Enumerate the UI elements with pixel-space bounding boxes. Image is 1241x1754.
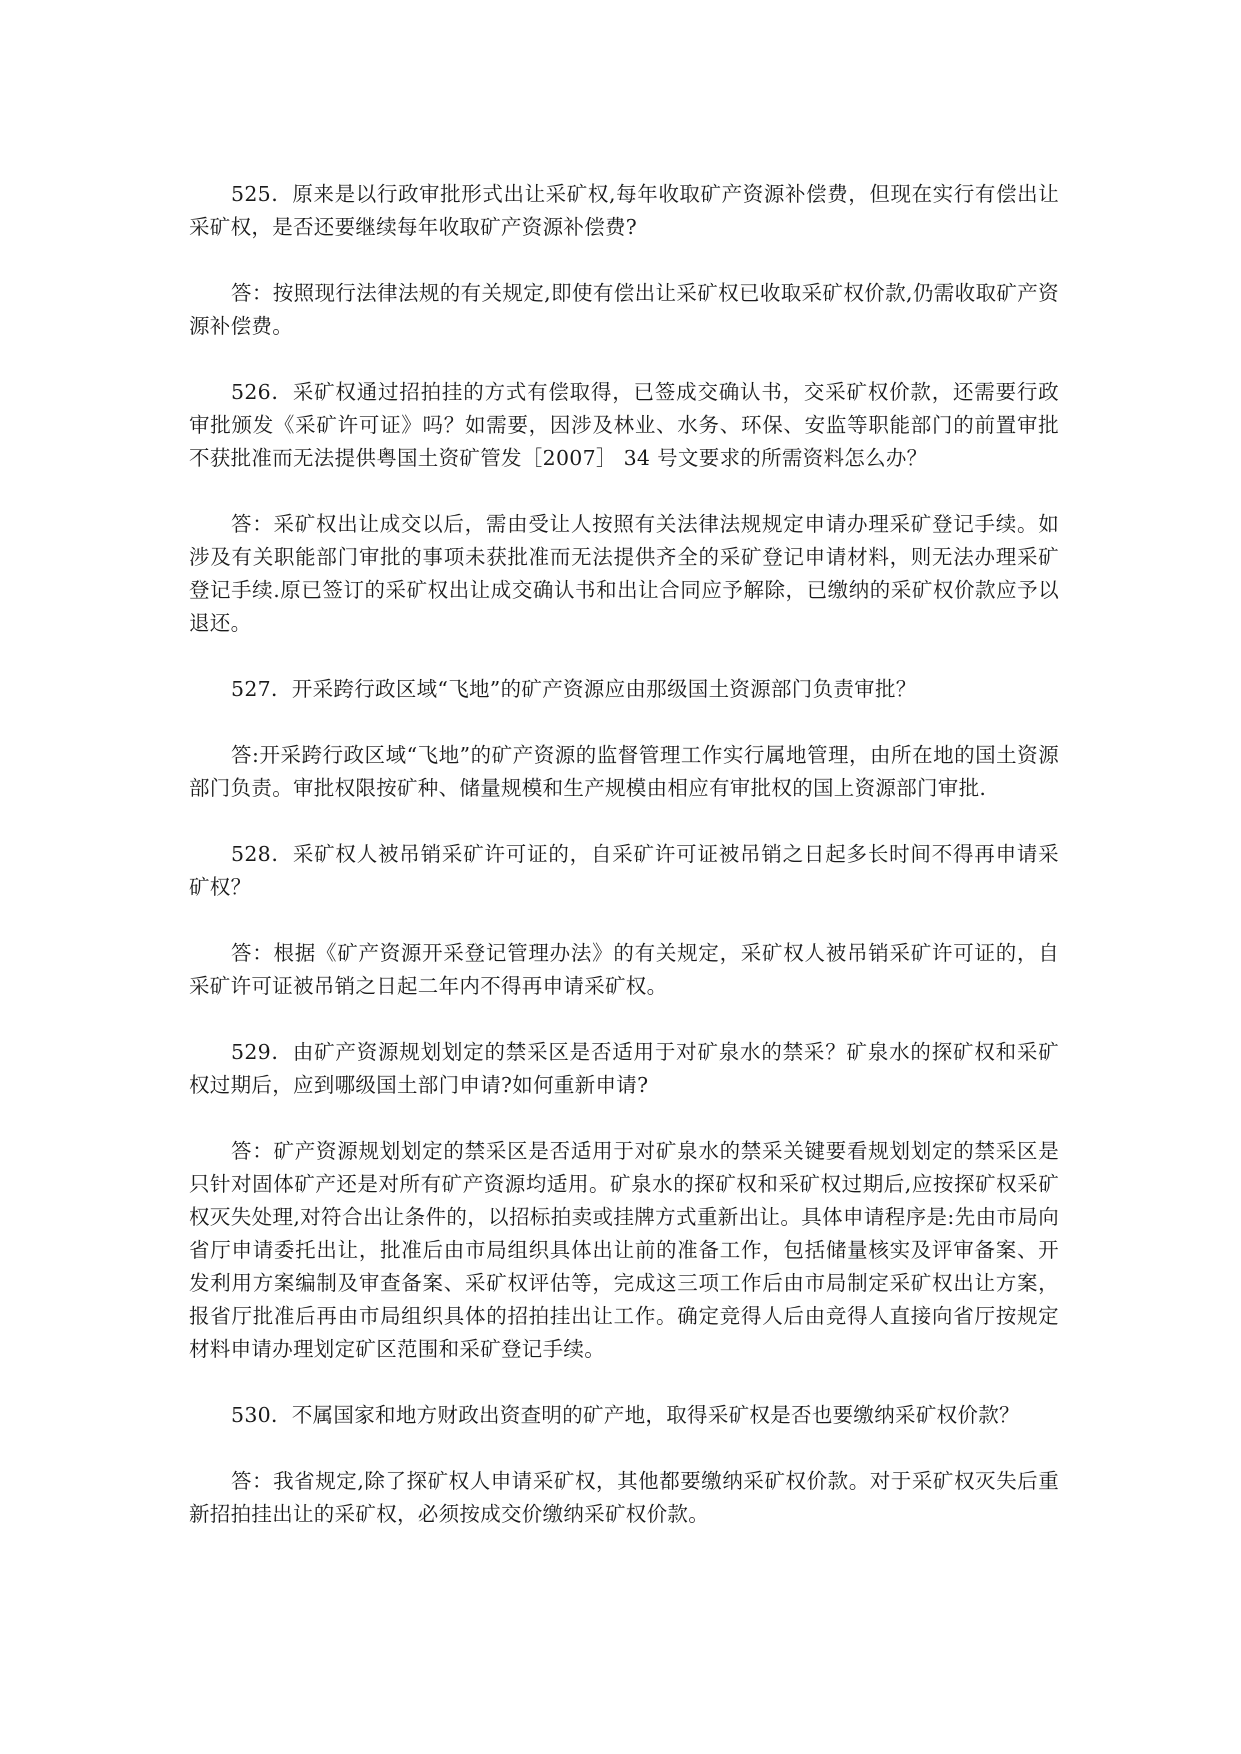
question-526: 526．采矿权通过招拍挂的方式有偿取得，已签成交确认书，交采矿权价款，还需要行政审批颁发《采矿许可证》吗？如需要，因涉及林业、水务、环保、安监等职能部门的前置审批不获批准而无法提供粤国土资矿管发［2007］ 34 号文要求的所需资料怎么办？ [189,380,1059,470]
answer-530: 答：我省规定,除了探矿权人申请采矿权，其他都要缴纳采矿权价款。对于采矿权灭失后重新招拍挂出让的采矿权，必须按成交价缴纳采矿权价款。 [189,1469,1059,1526]
answer-528: 答：根据《矿产资源开采登记管理办法》的有关规定，采矿权人被吊销采矿许可证的，自采矿许可证被吊销之日起二年内不得再申请采矿权。 [189,941,1059,998]
document-page [189,178,1059,1564]
answer-529: 答：矿产资源规划划定的禁采区是否适用于对矿泉水的禁采关键要看规划划定的禁采区是只针对固体矿产还是对所有矿产资源均适用。矿泉水的探矿权和采矿权过期后,应按探矿权采矿权灭失处理,对符合出让条件的，以招标拍卖或挂牌方式重新出让。具体申请程序是:先由市局向省厅申请委托出让，批准后由市局组织具体出让前的准备工作，包括储量核实及评审备案、开发利用方案编制及审查备案、采矿权评估等，完成这三项工作后由市局制定采矿权出让方案，报省厅批准后再由市局组织具体的招拍挂出让工作。确定竞得人后由竞得人直接向省厅按规定材料申请办理划定矿区范围和采矿登记手续。 [189,1139,1059,1361]
answer-526: 答：采矿权出让成交以后，需由受让人按照有关法律法规规定申请办理采矿登记手续。如涉及有关职能部门审批的事项未获批准而无法提供齐全的采矿登记申请材料，则无法办理采矿登记手续.原已签订的采矿权出让成交确认书和出让合同应予解除，已缴纳的采矿权价款应予以退还。 [189,512,1059,635]
question-529: 529．由矿产资源规划划定的禁采区是否适用于对矿泉水的禁采？矿泉水的探矿权和采矿权过期后，应到哪级国土部门申请?如何重新申请? [189,1040,1059,1097]
answer-525: 答：按照现行法律法规的有关规定,即使有偿出让采矿权已收取采矿权价款,仍需收取矿产资源补偿费。 [189,281,1059,338]
question-527: 527．开采跨行政区域“飞地”的矿产资源应由那级国土资源部门负责审批？ [231,677,917,701]
question-530: 530．不属国家和地方财政出资查明的矿产地，取得采矿权是否也要缴纳采矿权价款？ [231,1403,1020,1427]
question-528: 528．采矿权人被吊销采矿许可证的，自采矿许可证被吊销之日起多长时间不得再申请采矿权？ [189,842,1059,899]
question-525: 525．原来是以行政审批形式出让采矿权,每年收取矿产资源补偿费，但现在实行有偿出让采矿权，是否还要继续每年收取矿产资源补偿费? [189,182,1059,239]
answer-527: 答:开采跨行政区域“飞地”的矿产资源的监督管理工作实行属地管理，由所在地的国土资源部门负责。审批权限按矿种、储量规模和生产规模由相应有审批权的国上资源部门审批. [189,743,1059,800]
